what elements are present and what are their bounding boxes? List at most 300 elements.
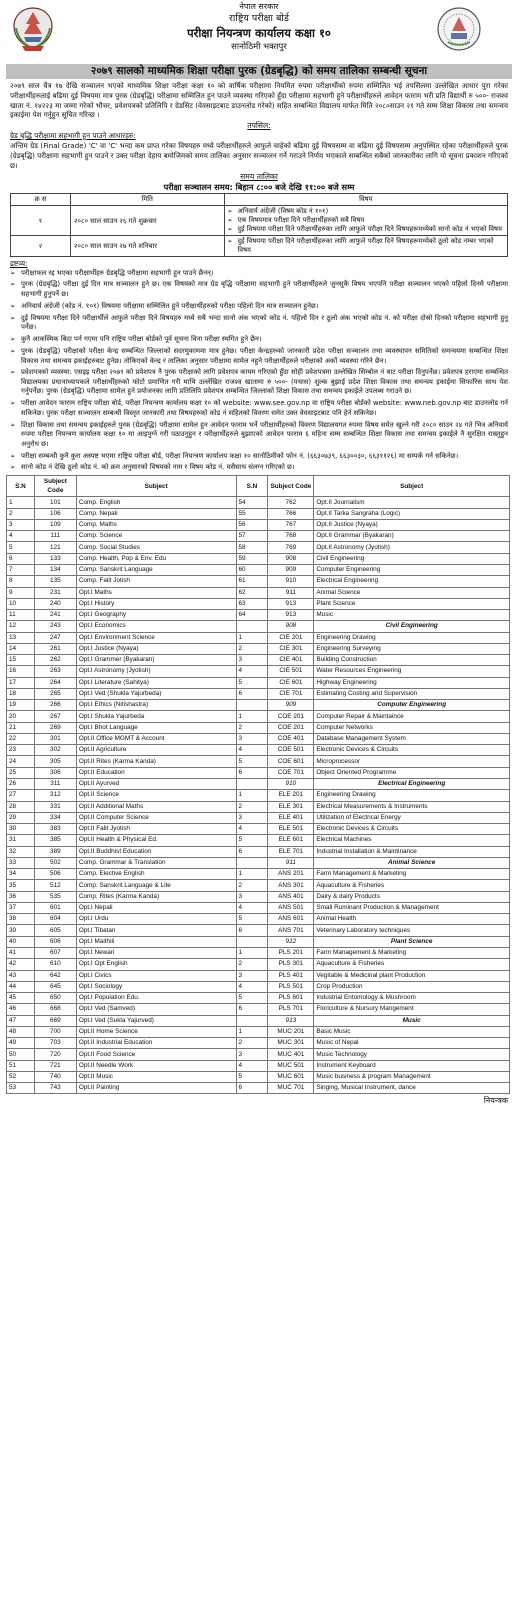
- note-item: ➢ परीक्षा सम्बन्धी कुनै कुरा अस्पष्ट भएमा राष्ट्रिय परीक्षा बोर्ड, परीक्षा नियन्त्रण कार्यालय कक्षा १० सानोठिमीको फोन नं. (६६३०७३९, ६६३००३०, ६६३११२६) मा सम्पर्क गर्न सकिनेछ।: [10, 452, 508, 462]
- subject-col-sn: S.N: [236, 476, 268, 497]
- subject-sn: 51: [7, 1060, 35, 1071]
- subject-name: Opt.II Industrial Education: [76, 1038, 236, 1049]
- subject-code: ANS 701: [268, 925, 314, 936]
- subject-name: Comp. Sanskrit Language & Lite: [76, 880, 236, 891]
- subject-code: MUC 701: [268, 1083, 314, 1094]
- subject-row: [7, 587, 510, 598]
- subject-name: Comp. Social Studies: [76, 542, 236, 553]
- subject-name: Electronic Devices & Circuits: [314, 745, 510, 756]
- subject-code: 766: [268, 508, 314, 519]
- subject-code: 331: [34, 801, 76, 812]
- subject-code: 262: [34, 655, 76, 666]
- subject-name: Opt.I Ved (Sukla Yajurved): [76, 1015, 236, 1026]
- subject-sn: 3: [236, 970, 268, 981]
- subject-code: 607: [34, 948, 76, 959]
- subject-code: MUC 601: [268, 1071, 314, 1082]
- subject-row: [7, 824, 510, 835]
- subject-row: [7, 835, 510, 846]
- subject-code-table: [6, 475, 510, 1094]
- subject-header-row: [7, 476, 510, 497]
- subject-name: Electrical Measurements & Instruments: [314, 801, 510, 812]
- subject-sn: 6: [236, 846, 268, 857]
- schedule-time: परीक्षा सञ्चालन समय: बिहान ८:०० बजे देखि ११:०० बजे सम्म: [163, 181, 355, 192]
- subject-sn: 3: [236, 733, 268, 744]
- subject-name: Instrument Keyboard: [314, 1060, 510, 1071]
- subject-sn: 18: [7, 688, 35, 699]
- subject-col-subject: Subject: [314, 476, 510, 497]
- subject-row: [7, 497, 510, 508]
- subject-sn: 31: [7, 835, 35, 846]
- subject-row: [7, 564, 510, 575]
- subject-sn: 50: [7, 1049, 35, 1060]
- subject-name: Opt.II Education: [76, 767, 236, 778]
- subject-code: 913: [268, 1015, 314, 1026]
- subject-name: Opt.II Home Science: [76, 1026, 236, 1037]
- subject-code: MUC 401: [268, 1049, 314, 1060]
- subject-name: Engineering Drawing: [314, 790, 510, 801]
- subject-name: Crop Production: [314, 981, 510, 992]
- subject-name: Electronic Devices & Circuits: [314, 824, 510, 835]
- note-item: ➢ कुनै आकस्मिक बिदा पर्न गएमा पनि राष्ट्रिय परीक्षा बोर्डको पूर्व सूचना विना परीक्षा स्थगित हुने छैन।: [10, 335, 508, 345]
- subject-code: ANS 201: [268, 869, 314, 880]
- subject-sn: [236, 621, 268, 632]
- subject-name: Opt.I Bhot Language: [76, 722, 236, 733]
- subject-sn: 36: [7, 891, 35, 902]
- subject-sn: 62: [236, 587, 268, 598]
- subject-code: 720: [34, 1049, 76, 1060]
- subject-sn: 3: [236, 655, 268, 666]
- subject-code: COE 201: [268, 722, 314, 733]
- subject-sn: 2: [236, 1038, 268, 1049]
- subject-sn: 59: [236, 553, 268, 564]
- subject-name: Opt.II Tarka Sangraha (Logic): [314, 508, 510, 519]
- subject-name: Opt.II Journalism: [314, 497, 510, 508]
- subject-code: 243: [34, 621, 76, 632]
- subject-sn: [236, 857, 268, 868]
- eligibility-heading: ग्रेड बृद्धि परीक्षामा सहभागी हुन पाउने आधारहरु:: [10, 131, 136, 141]
- subject-code: 240: [34, 598, 76, 609]
- subject-row: [7, 812, 510, 823]
- note-item: ➢ परीक्षा आवेदन फाराम राष्ट्रिय परीक्षा बोर्ड, परीक्षा नियन्त्रण कार्यालय कक्षा १० को website: www.see.gov.np वा राष्ट्रिय परीक्षा बोर्डको website: www.neb.gov.np बाट डाउनलोड गर्न सकिनेछ। पुरक परीक्षा सञ्चालन सम्बन्धी विस्तृत जानकारी तथा विषयहरुको कोड नं सहितको विवरण समेत उक्त वेवसाइटबाट पनि हेर्न सकिनेछ।: [10, 399, 508, 418]
- subject-sn: 8: [7, 576, 35, 587]
- subject-col-subject: Subject: [76, 476, 236, 497]
- subject-sn: 6: [236, 1004, 268, 1015]
- subject-sn: 32: [7, 846, 35, 857]
- subject-sn: 5: [236, 1071, 268, 1082]
- subject-sn: 26: [7, 779, 35, 790]
- subject-name: Veterinary Laboratory techniques: [314, 925, 510, 936]
- subject-name: Comp. English: [76, 497, 236, 508]
- subject-sn: 60: [236, 564, 268, 575]
- note-item: ➢ प्रवेशपत्रको व्यवस्था: एसइइ परीक्षा २०७९ को प्रवेशपत्र नै पुरक परीक्षाको लागि प्रवेशपत्र कायम गरिएको हुँदा सोही प्रवेशपत्रमा उल्लेखित सिम्बोल नं बाट परीक्षा दिनुपर्नेछ। प्रवेशपत्र हराएमा सम्बन्धित विद्यालयका प्रधानाध्यापकले परीक्षार्थीहरुको फोटो प्रमाणित गरी माथि उल्लेखित राजश्व खातामा रु ५००- (पचास) शुल्क बुझाई प्रदेश शिक्षा विकास तथा समन्वय इकाईमा सिफारिस साथ पेश गर्नुपर्नेछ। पुरक (ग्रेडबृद्धि) परीक्षामा सामेल हुने प्रयोजनका लागि प्रतिलिपि प्रवेशपत्र सम्बन्धित जिल्लाको शिक्षा विकास तथा समन्वय इकाईले उपलब्ध गराउने छ।: [10, 368, 508, 397]
- notice-header: [0, 0, 518, 64]
- subject-name: Music: [314, 610, 510, 621]
- subject-code: 642: [34, 970, 76, 981]
- subject-code: 302: [34, 745, 76, 756]
- subject-sn: 34: [7, 869, 35, 880]
- subject-col-code: Subject Code: [34, 476, 76, 497]
- subject-sn: 19: [7, 700, 35, 711]
- subject-name: Animal Science: [314, 857, 510, 868]
- schedule-date: २०८० साल साउन २६ गते शुक्रबार: [70, 205, 224, 235]
- subject-sn: 1: [236, 948, 268, 959]
- subject-name: Opt.I Ved (Shukla Yajurbeda): [76, 688, 236, 699]
- subject-code: 385: [34, 835, 76, 846]
- subject-name: Opt.II Painting: [76, 1083, 236, 1094]
- subject-row: [7, 779, 510, 790]
- subject-code: 383: [34, 824, 76, 835]
- subject-name: Opt.II Health & Physical Ed.: [76, 835, 236, 846]
- eligibility-text: अन्तिम ग्रेड (Final Grade) 'C' वा 'C' भन्दा कम प्राप्त गरेका विषयहरु मध्ये परीक्षार्थीहरुले आफुले चाहेको बढिमा दुई विषयसम्म वा बढिमा दुई विषयसम्म अनुपस्थित रहेका परीक्षार्थीहरुले पुरक (ग्रेडबृद्धि) परीक्षामा सहभागी हुन पाउने र उक्त परीक्षा देहाय बमोजिमको समय तालिका अनुसार सञ्चालन गर्ने गराउने निर्णय भएकाले सम्बन्धित सबैको जानकारीका लागि यो सूचना प्रकाशन गरिएको छ।: [10, 141, 508, 170]
- schedule-row: [11, 235, 508, 256]
- subject-row: [7, 1026, 510, 1037]
- note-item: ➢ अनिवार्य अंग्रेजी (कोड नं. १०१) विषयमा परीक्षामा सम्मिलित हुने परीक्षार्थीहरुको परीक्षा पहिलो दिन मात्र सञ्चालन हुनेछ।: [10, 302, 508, 312]
- subject-row: [7, 857, 510, 868]
- subject-sn: 16: [7, 666, 35, 677]
- subject-name: Opt.I Newari: [76, 948, 236, 959]
- subject-code: ELE 701: [268, 846, 314, 857]
- subject-name: Water Resources Engineering: [314, 666, 510, 677]
- subject-name: Music Technology: [314, 1049, 510, 1060]
- subject-row: [7, 700, 510, 711]
- subject-row: [7, 576, 510, 587]
- subject-name: Electrical Engineering: [314, 576, 510, 587]
- subject-name: Industrial Entomology & Mushroom: [314, 993, 510, 1004]
- subject-name: Civil Engineering: [314, 553, 510, 564]
- note-item: ➢ दुई विषयमा परीक्षा दिने परीक्षार्थीले आफुले परीक्षा दिने विषयहरु मध्ये सबै भन्दा सानो अंक भएको कोड नं. पहिलो दिन र ठूलो अंक भएको कोड नं. को परीक्षा दोस्रो दिनको परीक्षामा सहभागी हुनु पर्नेछ।: [10, 314, 508, 333]
- subject-code: 768: [268, 531, 314, 542]
- exam-board-seal-icon: [436, 6, 482, 52]
- notice-title: २०७९ सालको माध्यमिक शिक्षा परीक्षा पुरक (ग्रेडबृद्धि) को समय तालिका सम्बन्धी सूचना: [6, 64, 512, 79]
- subject-sn: 5: [236, 756, 268, 767]
- subject-sn: 5: [236, 914, 268, 925]
- subject-sn: 39: [7, 925, 35, 936]
- subject-name: Building Construction: [314, 655, 510, 666]
- subject-sn: 10: [7, 598, 35, 609]
- subject-row: [7, 936, 510, 947]
- subject-code: 506: [34, 869, 76, 880]
- subject-name: Opt.II Science: [76, 790, 236, 801]
- subject-code: CIE 501: [268, 666, 314, 677]
- subject-name: Opt.I Maithili: [76, 936, 236, 947]
- subject-sn: 5: [236, 677, 268, 688]
- subject-name: Floriculture & Nursury Mangement: [314, 1004, 510, 1015]
- subject-name: Database Management System: [314, 733, 510, 744]
- subject-row: [7, 745, 510, 756]
- subject-code: 743: [34, 1083, 76, 1094]
- subject-sn: 58: [236, 542, 268, 553]
- schedule-subject-item: ➢ एक विषयमात्र परीक्षा दिने परीक्षार्थीहरुको सबै विषय: [228, 216, 504, 225]
- subject-name: Opt.II Justice (Nyaya): [314, 519, 510, 530]
- subject-name: Opt.II Additional Maths: [76, 801, 236, 812]
- subject-sn: 6: [236, 767, 268, 778]
- subject-sn: 23: [7, 745, 35, 756]
- subject-sn: 5: [236, 993, 268, 1004]
- subject-name: Opt.II Agriculture: [76, 745, 236, 756]
- subject-name: Computer Repair & Maintaince: [314, 711, 510, 722]
- subject-name: Computer Engineering: [314, 700, 510, 711]
- subject-sn: 47: [7, 1015, 35, 1026]
- subject-row: [7, 1004, 510, 1015]
- subject-code: 911: [268, 587, 314, 598]
- subject-code: COE 401: [268, 733, 314, 744]
- schedule-date: २०८० साल साउन २७ गते शनिबार: [70, 235, 224, 256]
- subject-sn: 56: [236, 519, 268, 530]
- subject-sn: [236, 1015, 268, 1026]
- subject-sn: 27: [7, 790, 35, 801]
- subject-code: 306: [34, 767, 76, 778]
- subject-sn: [236, 936, 268, 947]
- subject-row: [7, 925, 510, 936]
- subject-code: 910: [268, 779, 314, 790]
- subject-name: Vegitable & Medicinal plant Production: [314, 970, 510, 981]
- subject-row: [7, 756, 510, 767]
- subject-row: [7, 767, 510, 778]
- subject-name: Highway Engineering: [314, 677, 510, 688]
- subject-name: Opt.I Population Edu.: [76, 993, 236, 1004]
- subject-row: [7, 948, 510, 959]
- subject-code: CIE 701: [268, 688, 314, 699]
- subject-row: [7, 598, 510, 609]
- subject-name: Opt.II Rites (Karma Kanda): [76, 756, 236, 767]
- subject-name: Computer Engineering: [314, 564, 510, 575]
- subject-sn: 48: [7, 1026, 35, 1037]
- subject-sn: 2: [236, 801, 268, 812]
- schedule-table: [10, 193, 508, 257]
- subject-sn: 64: [236, 610, 268, 621]
- subject-name: Opt.I History: [76, 598, 236, 609]
- subject-col-sn: S.N: [7, 476, 35, 497]
- subject-name: Plant Science: [314, 598, 510, 609]
- subject-code: 264: [34, 677, 76, 688]
- schedule-subject-item: ➢ दुई विषयमा परीक्षा दिने परीक्षार्थीहरुका लागि आफुले परीक्षा दिने विषयहरूमध्येको सानो कोड नं भएको विषय: [228, 225, 504, 234]
- schedule-subject-item: ➢ दुई विषयमा परीक्षा दिने परीक्षार्थीहरुका लागि आफुले परीक्षा दिने विषयहरूमध्येको ठूलो कोड नम्बर भएको विषय: [228, 237, 504, 255]
- subject-sn: [236, 700, 268, 711]
- subject-code: 389: [34, 846, 76, 857]
- nepal-emblem-icon: [8, 4, 58, 52]
- schedule-col-subject: विषय: [224, 193, 507, 205]
- subject-sn: 24: [7, 756, 35, 767]
- subject-code: 601: [34, 902, 76, 913]
- subject-name: Opt.I Astronomy (Jyotish): [76, 666, 236, 677]
- subject-row: [7, 846, 510, 857]
- subject-code: 669: [34, 1015, 76, 1026]
- subject-code: 269: [34, 722, 76, 733]
- subject-code: 740: [34, 1071, 76, 1082]
- subject-row: [7, 722, 510, 733]
- subject-row: [7, 869, 510, 880]
- subject-name: Dairy & dairy Products: [314, 891, 510, 902]
- signature-title: नियन्त्रक: [483, 1096, 508, 1106]
- subject-code: 241: [34, 610, 76, 621]
- subject-code: 908: [268, 621, 314, 632]
- subject-name: Opt.I Grammer (Byakaran): [76, 655, 236, 666]
- subject-code: 267: [34, 711, 76, 722]
- subject-code: 312: [34, 790, 76, 801]
- subject-code: 134: [34, 564, 76, 575]
- subject-code: 106: [34, 508, 76, 519]
- subject-code: 605: [34, 925, 76, 936]
- subject-row: [7, 677, 510, 688]
- notes-title: द्रष्टव्य:: [10, 258, 28, 268]
- subject-code: 512: [34, 880, 76, 891]
- subject-name: Singing, Musical Instrument, dance: [314, 1083, 510, 1094]
- subject-code: 610: [34, 959, 76, 970]
- subject-sn: 29: [7, 812, 35, 823]
- subject-code: 305: [34, 756, 76, 767]
- subject-code: ELE 301: [268, 801, 314, 812]
- subject-code: MUC 201: [268, 1026, 314, 1037]
- subject-code: CIE 401: [268, 655, 314, 666]
- subject-code: 604: [34, 914, 76, 925]
- subject-name: Opt.I Economics: [76, 621, 236, 632]
- subject-sn: 63: [236, 598, 268, 609]
- subject-sn: 35: [7, 880, 35, 891]
- subject-sn: 4: [236, 981, 268, 992]
- subject-sn: 13: [7, 632, 35, 643]
- subject-sn: 3: [236, 812, 268, 823]
- subject-sn: 44: [7, 981, 35, 992]
- subject-code: PLS 201: [268, 948, 314, 959]
- subject-code: 913: [268, 598, 314, 609]
- subject-name: Comp. Grammar & Translation: [76, 857, 236, 868]
- subject-sn: 41: [7, 948, 35, 959]
- subject-name: Utilization of Electrical Energy: [314, 812, 510, 823]
- subject-row: [7, 1015, 510, 1026]
- subject-name: Opt.I Urdu: [76, 914, 236, 925]
- subject-row: [7, 666, 510, 677]
- schedule-subjects: [224, 205, 507, 235]
- subject-sn: 3: [236, 891, 268, 902]
- subject-name: Opt.II Falit Jyotish: [76, 824, 236, 835]
- subject-row: [7, 553, 510, 564]
- subject-row: [7, 610, 510, 621]
- subject-sn: 1: [236, 632, 268, 643]
- subject-sn: 54: [236, 497, 268, 508]
- note-item: ➢ पुरक (ग्रेडबृद्धि) परीक्षाको परीक्षा केन्द्र सम्बन्धित जिल्लाको सदरमुकाममा मात्र हुनेछ। परीक्षा केन्द्रहरुको जानकारी प्रदेश परीक्षा सञ्चालन तथा व्यवस्थापन समितिको समन्वयमा सम्बन्धित शिक्षा विकास तथा समन्वय इकाईहरुबाट हुनेछ। तोकिएको केन्द्र र तालिका अनुसार परीक्षामा सामेल नहुने परीक्षार्थीहरुले परीक्षाको अर्को व्यवस्था गरिने छैन।: [10, 347, 508, 366]
- subject-name: Opt.II Office MGMT & Account: [76, 733, 236, 744]
- subject-sn: 1: [236, 711, 268, 722]
- subject-name: Opt.II Music: [76, 1071, 236, 1082]
- subject-row: [7, 1049, 510, 1060]
- subject-code: PLS 601: [268, 993, 314, 1004]
- subject-sn: 61: [236, 576, 268, 587]
- subject-code: ELE 501: [268, 824, 314, 835]
- subject-name: Opt.I Geography: [76, 610, 236, 621]
- subject-code: PLS 301: [268, 959, 314, 970]
- subject-name: Opt.I Sociology: [76, 981, 236, 992]
- subject-name: Civil Engineering: [314, 621, 510, 632]
- subject-code: 502: [34, 857, 76, 868]
- schedule-sn: २: [11, 235, 71, 256]
- subject-sn: 14: [7, 643, 35, 654]
- office-location: सानोठिमी भक्तपुर: [231, 42, 287, 52]
- subject-row: [7, 1038, 510, 1049]
- subject-sn: 20: [7, 711, 35, 722]
- subject-name: Aquaculture & Fisheries: [314, 959, 510, 970]
- subject-code: 909: [268, 564, 314, 575]
- subject-name: Object Oriented Programme: [314, 767, 510, 778]
- subject-name: Opt.I Ved (Samved): [76, 1004, 236, 1015]
- subject-sn: 4: [236, 745, 268, 756]
- subject-name: Opt.I Opt English: [76, 959, 236, 970]
- subject-code: ELE 401: [268, 812, 314, 823]
- subject-name: Opt.II Ayurved: [76, 779, 236, 790]
- subject-row: [7, 531, 510, 542]
- subject-name: Plant Science: [314, 936, 510, 947]
- subject-sn: 4: [236, 1060, 268, 1071]
- note-item: ➢ परीक्षाफल रद्द भएका परीक्षार्थीहरु ग्रेडबृद्धि परीक्षामा सहभागी हुन पाउने छैनन्।: [10, 269, 508, 279]
- office-name: परीक्षा नियन्त्रण कार्यालय कक्षा १०: [187, 26, 331, 40]
- subject-name: Comp. Health, Pop & Env. Edu: [76, 553, 236, 564]
- subject-name: Comp. Falit Jotish: [76, 576, 236, 587]
- subject-code: CIE 601: [268, 677, 314, 688]
- subject-sn: 28: [7, 801, 35, 812]
- subject-name: Music: [314, 1015, 510, 1026]
- subject-name: Opt.I Literature (Sahitya): [76, 677, 236, 688]
- subject-row: [7, 1071, 510, 1082]
- subject-row: [7, 519, 510, 530]
- subject-code: PLS 501: [268, 981, 314, 992]
- subject-code: PLS 401: [268, 970, 314, 981]
- subject-name: Opt.I Tibatan: [76, 925, 236, 936]
- subject-code: 762: [268, 497, 314, 508]
- schedule-col-sn: क्र स: [11, 193, 71, 205]
- subject-code: MUC 301: [268, 1038, 314, 1049]
- subject-code: CIE 301: [268, 643, 314, 654]
- subject-name: Opt.II Needle Work: [76, 1060, 236, 1071]
- subject-sn: 4: [236, 666, 268, 677]
- subject-name: Animal Science: [314, 587, 510, 598]
- subject-name: Comp. Elective English: [76, 869, 236, 880]
- subject-row: [7, 643, 510, 654]
- tapsil-heading: तपसिल:: [247, 121, 271, 131]
- subject-sn: 43: [7, 970, 35, 981]
- subject-code: 911: [268, 857, 314, 868]
- subject-code: 767: [268, 519, 314, 530]
- subject-code: 700: [34, 1026, 76, 1037]
- subject-sn: 1: [236, 1026, 268, 1037]
- board-name: राष्ट्रिय परीक्षा बोर्ड: [229, 13, 289, 24]
- subject-name: Comp. Sanskrit Language: [76, 564, 236, 575]
- schedule-col-date: मिति: [70, 193, 224, 205]
- subject-code: 645: [34, 981, 76, 992]
- subject-sn: 9: [7, 587, 35, 598]
- subject-row: [7, 733, 510, 744]
- note-item: ➢ पुरक (ग्रेडबृद्धि) परीक्षा दुई दिन मात्र सञ्चालन हुने छ। एक विषयको मात्र ग्रेड बृद्धि परीक्षामा सहभागी हुने परीक्षार्थीहरुले जुनसुकै विषय भएपनि परीक्षा सञ्चालन भएको पहिलो दिनमै परीक्षामा सहभागी हुनुपर्ने छ।: [10, 280, 508, 299]
- subject-sn: 30: [7, 824, 35, 835]
- subject-row: [7, 621, 510, 632]
- subject-code: 101: [34, 497, 76, 508]
- subject-name: Electrical Engineering: [314, 779, 510, 790]
- subject-sn: 4: [236, 902, 268, 913]
- subject-sn: 2: [236, 880, 268, 891]
- subject-row: [7, 688, 510, 699]
- subject-row: [7, 542, 510, 553]
- subject-code: ANS 301: [268, 880, 314, 891]
- subject-sn: 38: [7, 914, 35, 925]
- subject-col-code: Subject Code: [268, 476, 314, 497]
- subject-sn: 55: [236, 508, 268, 519]
- subject-name: Aquaculture & Fisheries: [314, 880, 510, 891]
- subject-name: Opt.I Maths: [76, 587, 236, 598]
- subject-code: 606: [34, 936, 76, 947]
- subject-name: Estimating Costing and Supervision: [314, 688, 510, 699]
- subject-code: COE 501: [268, 745, 314, 756]
- subject-name: Small Ruminant Production & Management: [314, 902, 510, 913]
- subject-name: Music business & program Management: [314, 1071, 510, 1082]
- subject-sn: 2: [7, 508, 35, 519]
